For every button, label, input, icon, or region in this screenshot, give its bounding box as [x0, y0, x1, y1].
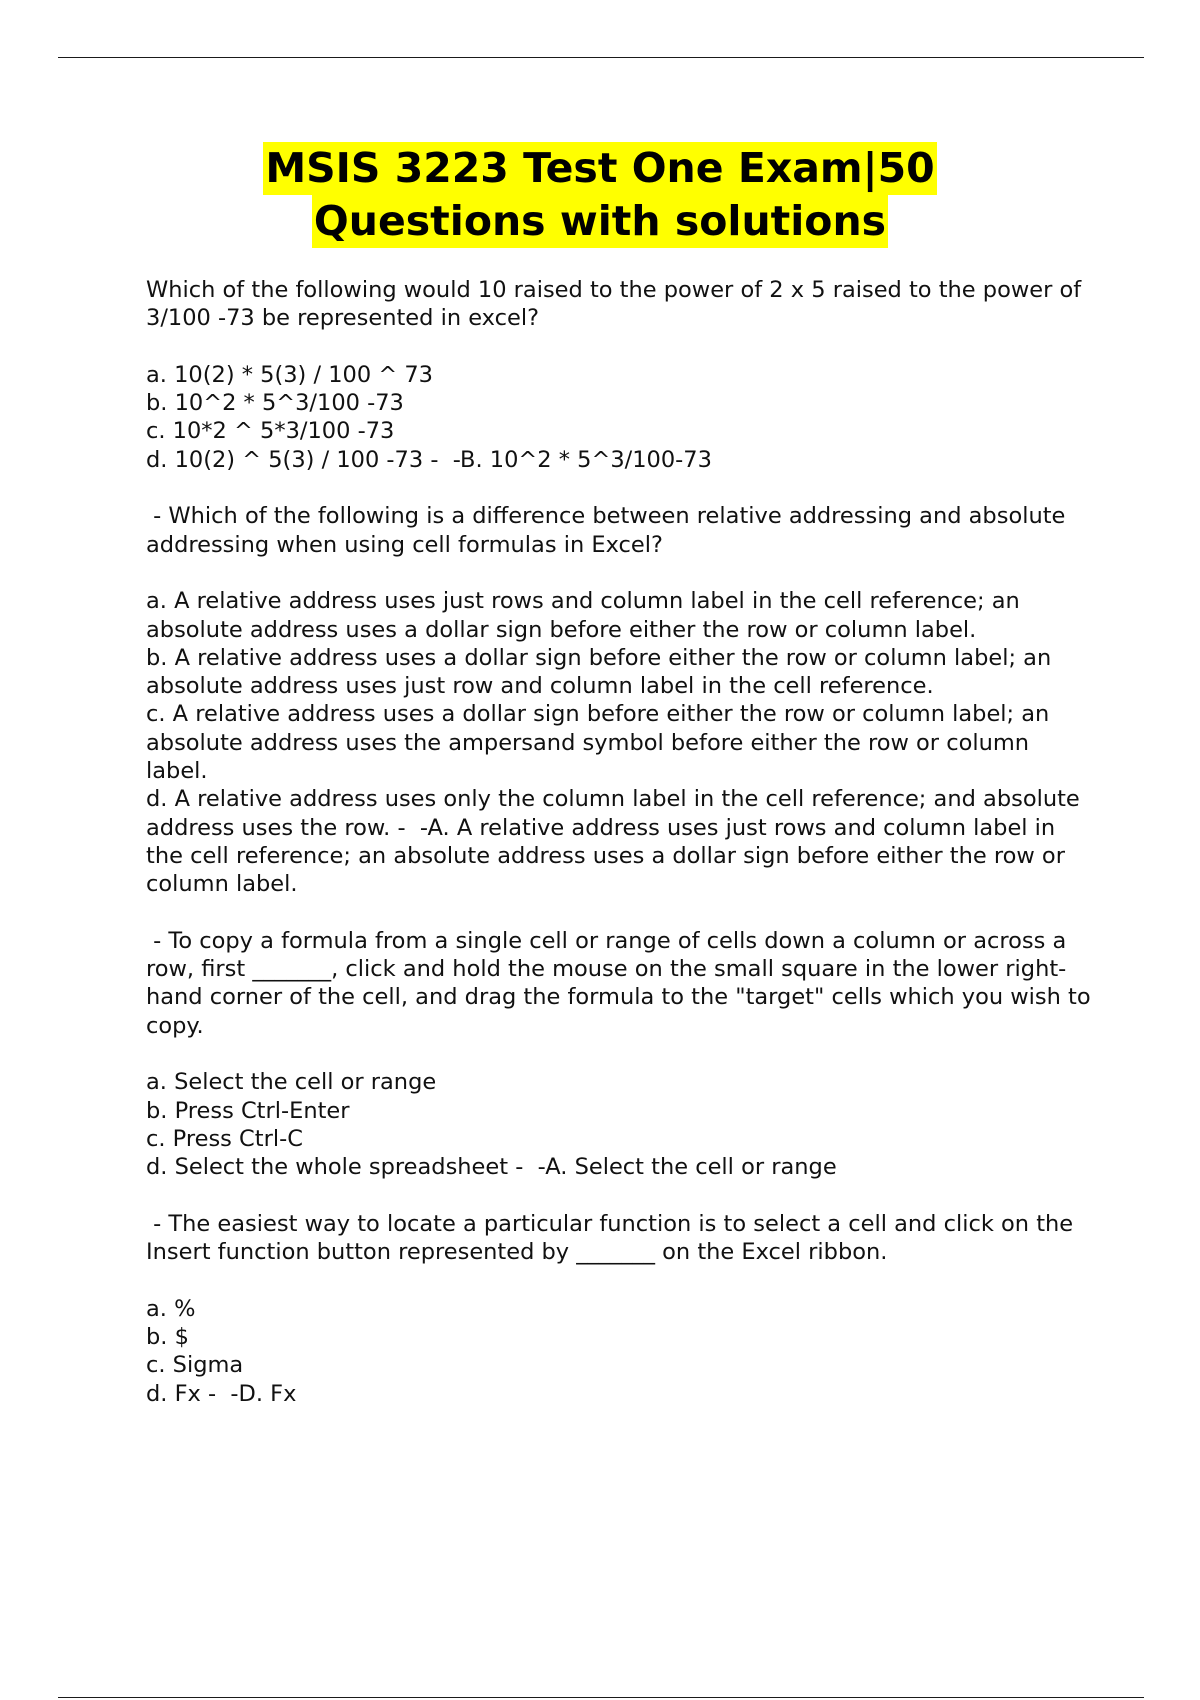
- answer-option: b. Press Ctrl-Enter: [146, 1097, 350, 1124]
- answer-option: d. Select the whole spreadsheet - -A. Select the cell or range: [146, 1154, 837, 1181]
- question-stem: - The easiest way to locate a particular function is to select a cell and click on the Insert function button represented by _______ on the Excel ribbon.: [146, 1210, 1081, 1266]
- question-stem: - To copy a formula from a single cell or range of cells down a column or across a row, first _______, click and hold the mouse on the small square in the lower right-hand corner of the cell, and drag the formula to the "target" cells which you wish to copy.: [146, 927, 1098, 1039]
- answer-option: d. 10(2) ^ 5(3) / 100 -73 - -B. 10^2 * 5^3/100-73: [146, 446, 712, 473]
- question-4: [146, 1210, 1096, 1408]
- question-1: [146, 276, 1096, 474]
- answer-option: c. Sigma: [146, 1352, 244, 1379]
- answer-option: a. A relative address uses just rows and column label in the cell reference; an absolute address uses a dollar sign before either the row or column label.: [146, 588, 1027, 643]
- document-title: [0, 142, 1200, 248]
- answer-option: a. %: [146, 1295, 196, 1322]
- question-3: [146, 927, 1096, 1182]
- answer-option: b. $: [146, 1323, 189, 1350]
- title-line-1: MSIS 3223 Test One Exam|50: [263, 142, 936, 195]
- bottom-rule: [58, 1697, 1144, 1698]
- question-stem: Which of the following would 10 raised to the power of 2 x 5 raised to the power of 3/100 -73 be represented in excel?: [146, 277, 1089, 332]
- question-2: [146, 502, 1096, 898]
- answer-option: a. 10(2) * 5(3) / 100 ^ 73: [146, 361, 433, 388]
- answer-option: b. 10^2 * 5^3/100 -73: [146, 390, 404, 417]
- title-line-2: Questions with solutions: [312, 195, 888, 248]
- answer-option: d. A relative address uses only the column label in the cell reference; and absolute address uses the row. - -A. A relative address uses just rows and column label in the cell reference; an absolute address uses a dollar sign before either the row or column label.: [146, 786, 1087, 898]
- answer-option: b. A relative address uses a dollar sign before either the row or column label; an absolute address uses just row and column label in the cell reference.: [146, 644, 1059, 700]
- top-rule: [58, 57, 1144, 58]
- answer-option: c. Press Ctrl-C: [146, 1125, 303, 1152]
- answer-option: d. Fx - -D. Fx: [146, 1380, 297, 1407]
- question-stem: - Which of the following is a difference between relative addressing and absolute addressing when using cell formulas in Excel?: [146, 503, 1073, 558]
- answer-option: a. Select the cell or range: [146, 1069, 437, 1096]
- answer-option: c. 10*2 ^ 5*3/100 -73: [146, 418, 395, 445]
- answer-option: c. A relative address uses a dollar sign before either the row or column label; an absolute address uses the ampersand symbol before either the row or column label.: [146, 701, 1057, 785]
- document-body: [146, 276, 1096, 1408]
